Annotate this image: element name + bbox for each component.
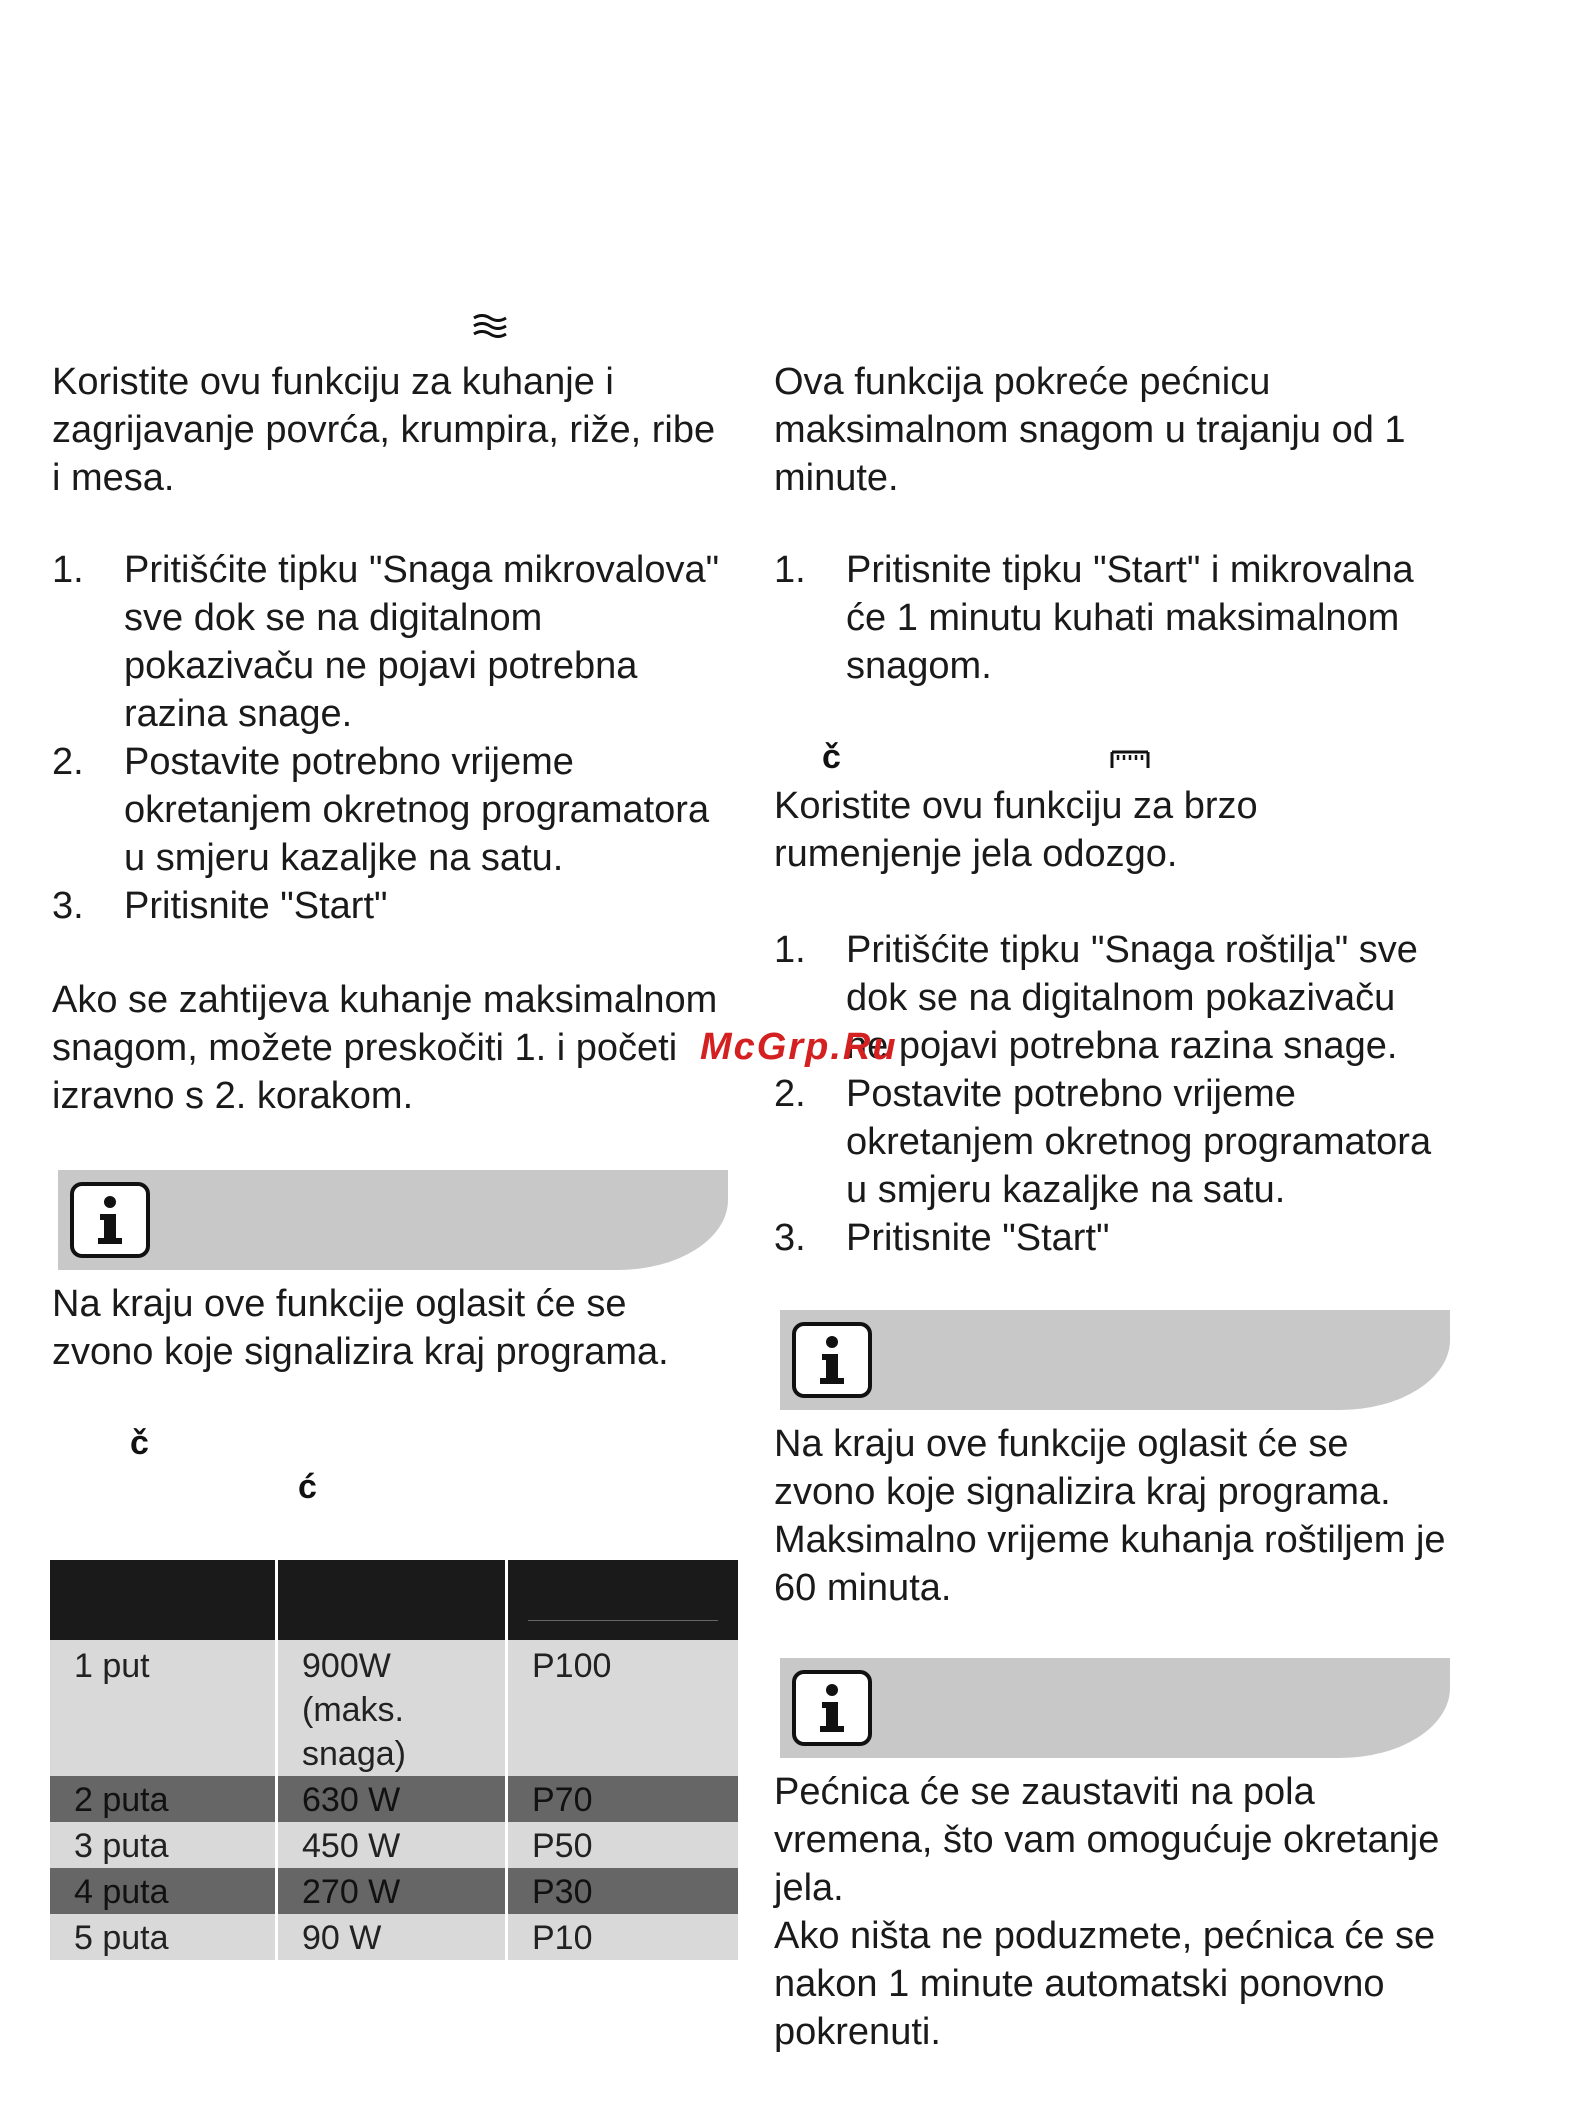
grill-steps bbox=[774, 926, 1494, 1262]
table-heading-char-1: č bbox=[130, 1424, 149, 1462]
power-level-table bbox=[50, 1560, 738, 1960]
right-info-text-1: Na kraju ove funkcije oglasit će se zvono koje signalizira kraj programa. Maksimalno vrijeme kuhanja roštiljem je 60 minuta. bbox=[774, 1423, 1446, 1609]
start-step-1: 1. Pritisnite tipku "Start" i mikrovalna će 1 minutu kuhati maksimalnom snagom. bbox=[774, 549, 1414, 687]
left-info-text: Na kraju ove funkcije oglasit će se zvono koje signalizira kraj programa. bbox=[52, 1283, 669, 1373]
left-intro: Koristite ovu funkciju za kuhanje i zagrijavanje povrća, krumpira, riže, ribe i mesa. bbox=[52, 361, 716, 499]
left-steps bbox=[52, 546, 752, 930]
grill-step-1: 1. Pritišćite tipku "Snaga roštilja" sve dok se na digitalnom pokazivaču ne pojavi potrebna razina snage. bbox=[774, 929, 1418, 1067]
display-cell: P30 bbox=[508, 1868, 738, 1914]
power-cell: 270 W bbox=[278, 1868, 508, 1914]
table-row bbox=[50, 1914, 738, 1960]
press-count-cell: 4 puta bbox=[50, 1868, 278, 1914]
info-icon bbox=[70, 1182, 150, 1258]
power-cell: 630 W bbox=[278, 1776, 508, 1822]
left-step-1: 1. Pritišćite tipku "Snaga mikrovalova" sve dok se na digitalnom pokazivaču ne pojavi potrebna razina snage. bbox=[52, 549, 720, 735]
power-cell: 450 W bbox=[278, 1822, 508, 1868]
press-count-cell: 2 puta bbox=[50, 1776, 278, 1822]
table-heading-char-2: ć bbox=[298, 1468, 317, 1506]
right-intro: Ova funkcija pokreće pećnicu maksimalnom snagom u trajanju od 1 minute. bbox=[774, 361, 1406, 499]
left-step-3: 3. Pritisnite "Start" bbox=[52, 885, 388, 927]
display-cell: P100 bbox=[508, 1640, 738, 1776]
table-header-cell bbox=[50, 1560, 278, 1640]
table-header-cell bbox=[278, 1560, 508, 1640]
power-cell: 90 W bbox=[278, 1914, 508, 1960]
info-box-right-1 bbox=[780, 1310, 1450, 1410]
grill-icon bbox=[1110, 748, 1150, 770]
table-row bbox=[50, 1776, 738, 1822]
right-info-text-2: Pećnica će se zaustaviti na pola vremena, što vam omogućuje okretanje jela. Ako ništa ne poduzmete, pećnica će se nakon 1 minute automatski ponovno pokrenuti. bbox=[774, 1771, 1440, 2053]
grill-step-3: 3. Pritisnite "Start" bbox=[774, 1217, 1110, 1259]
max-power-note: Ako se zahtijeva kuhanje maksimalnom snagom, možete preskočiti 1. i početi izravno s 2. korakom. bbox=[52, 979, 718, 1117]
table-header-row bbox=[50, 1560, 738, 1640]
info-box-left bbox=[58, 1170, 728, 1270]
grill-step-2: 2. Postavite potrebno vrijeme okretanjem okretnog programatora u smjeru kazaljke na satu. bbox=[774, 1073, 1432, 1211]
table-row bbox=[50, 1868, 738, 1914]
grill-intro: Koristite ovu funkciju za brzo rumenjenje jela odozgo. bbox=[774, 785, 1258, 875]
press-count-cell: 3 puta bbox=[50, 1822, 278, 1868]
display-cell: P10 bbox=[508, 1914, 738, 1960]
info-icon bbox=[792, 1670, 872, 1746]
grill-heading-char: č bbox=[822, 738, 841, 776]
press-count-cell: 1 put bbox=[50, 1640, 278, 1776]
watermark: McGrp.Ru bbox=[700, 1026, 898, 1068]
table-row bbox=[50, 1640, 738, 1776]
table-row bbox=[50, 1822, 738, 1868]
display-cell: P50 bbox=[508, 1822, 738, 1868]
info-box-right-2 bbox=[780, 1658, 1450, 1758]
power-cell: 900W (maks. snaga) bbox=[278, 1640, 508, 1776]
start-steps bbox=[774, 546, 1494, 690]
table-header-cell bbox=[508, 1560, 738, 1640]
info-icon bbox=[792, 1322, 872, 1398]
press-count-cell: 5 puta bbox=[50, 1914, 278, 1960]
microwave-icon bbox=[470, 312, 510, 342]
left-step-2: 2. Postavite potrebno vrijeme okretanjem okretnog programatora u smjeru kazaljke na satu. bbox=[52, 741, 710, 879]
display-cell: P70 bbox=[508, 1776, 738, 1822]
